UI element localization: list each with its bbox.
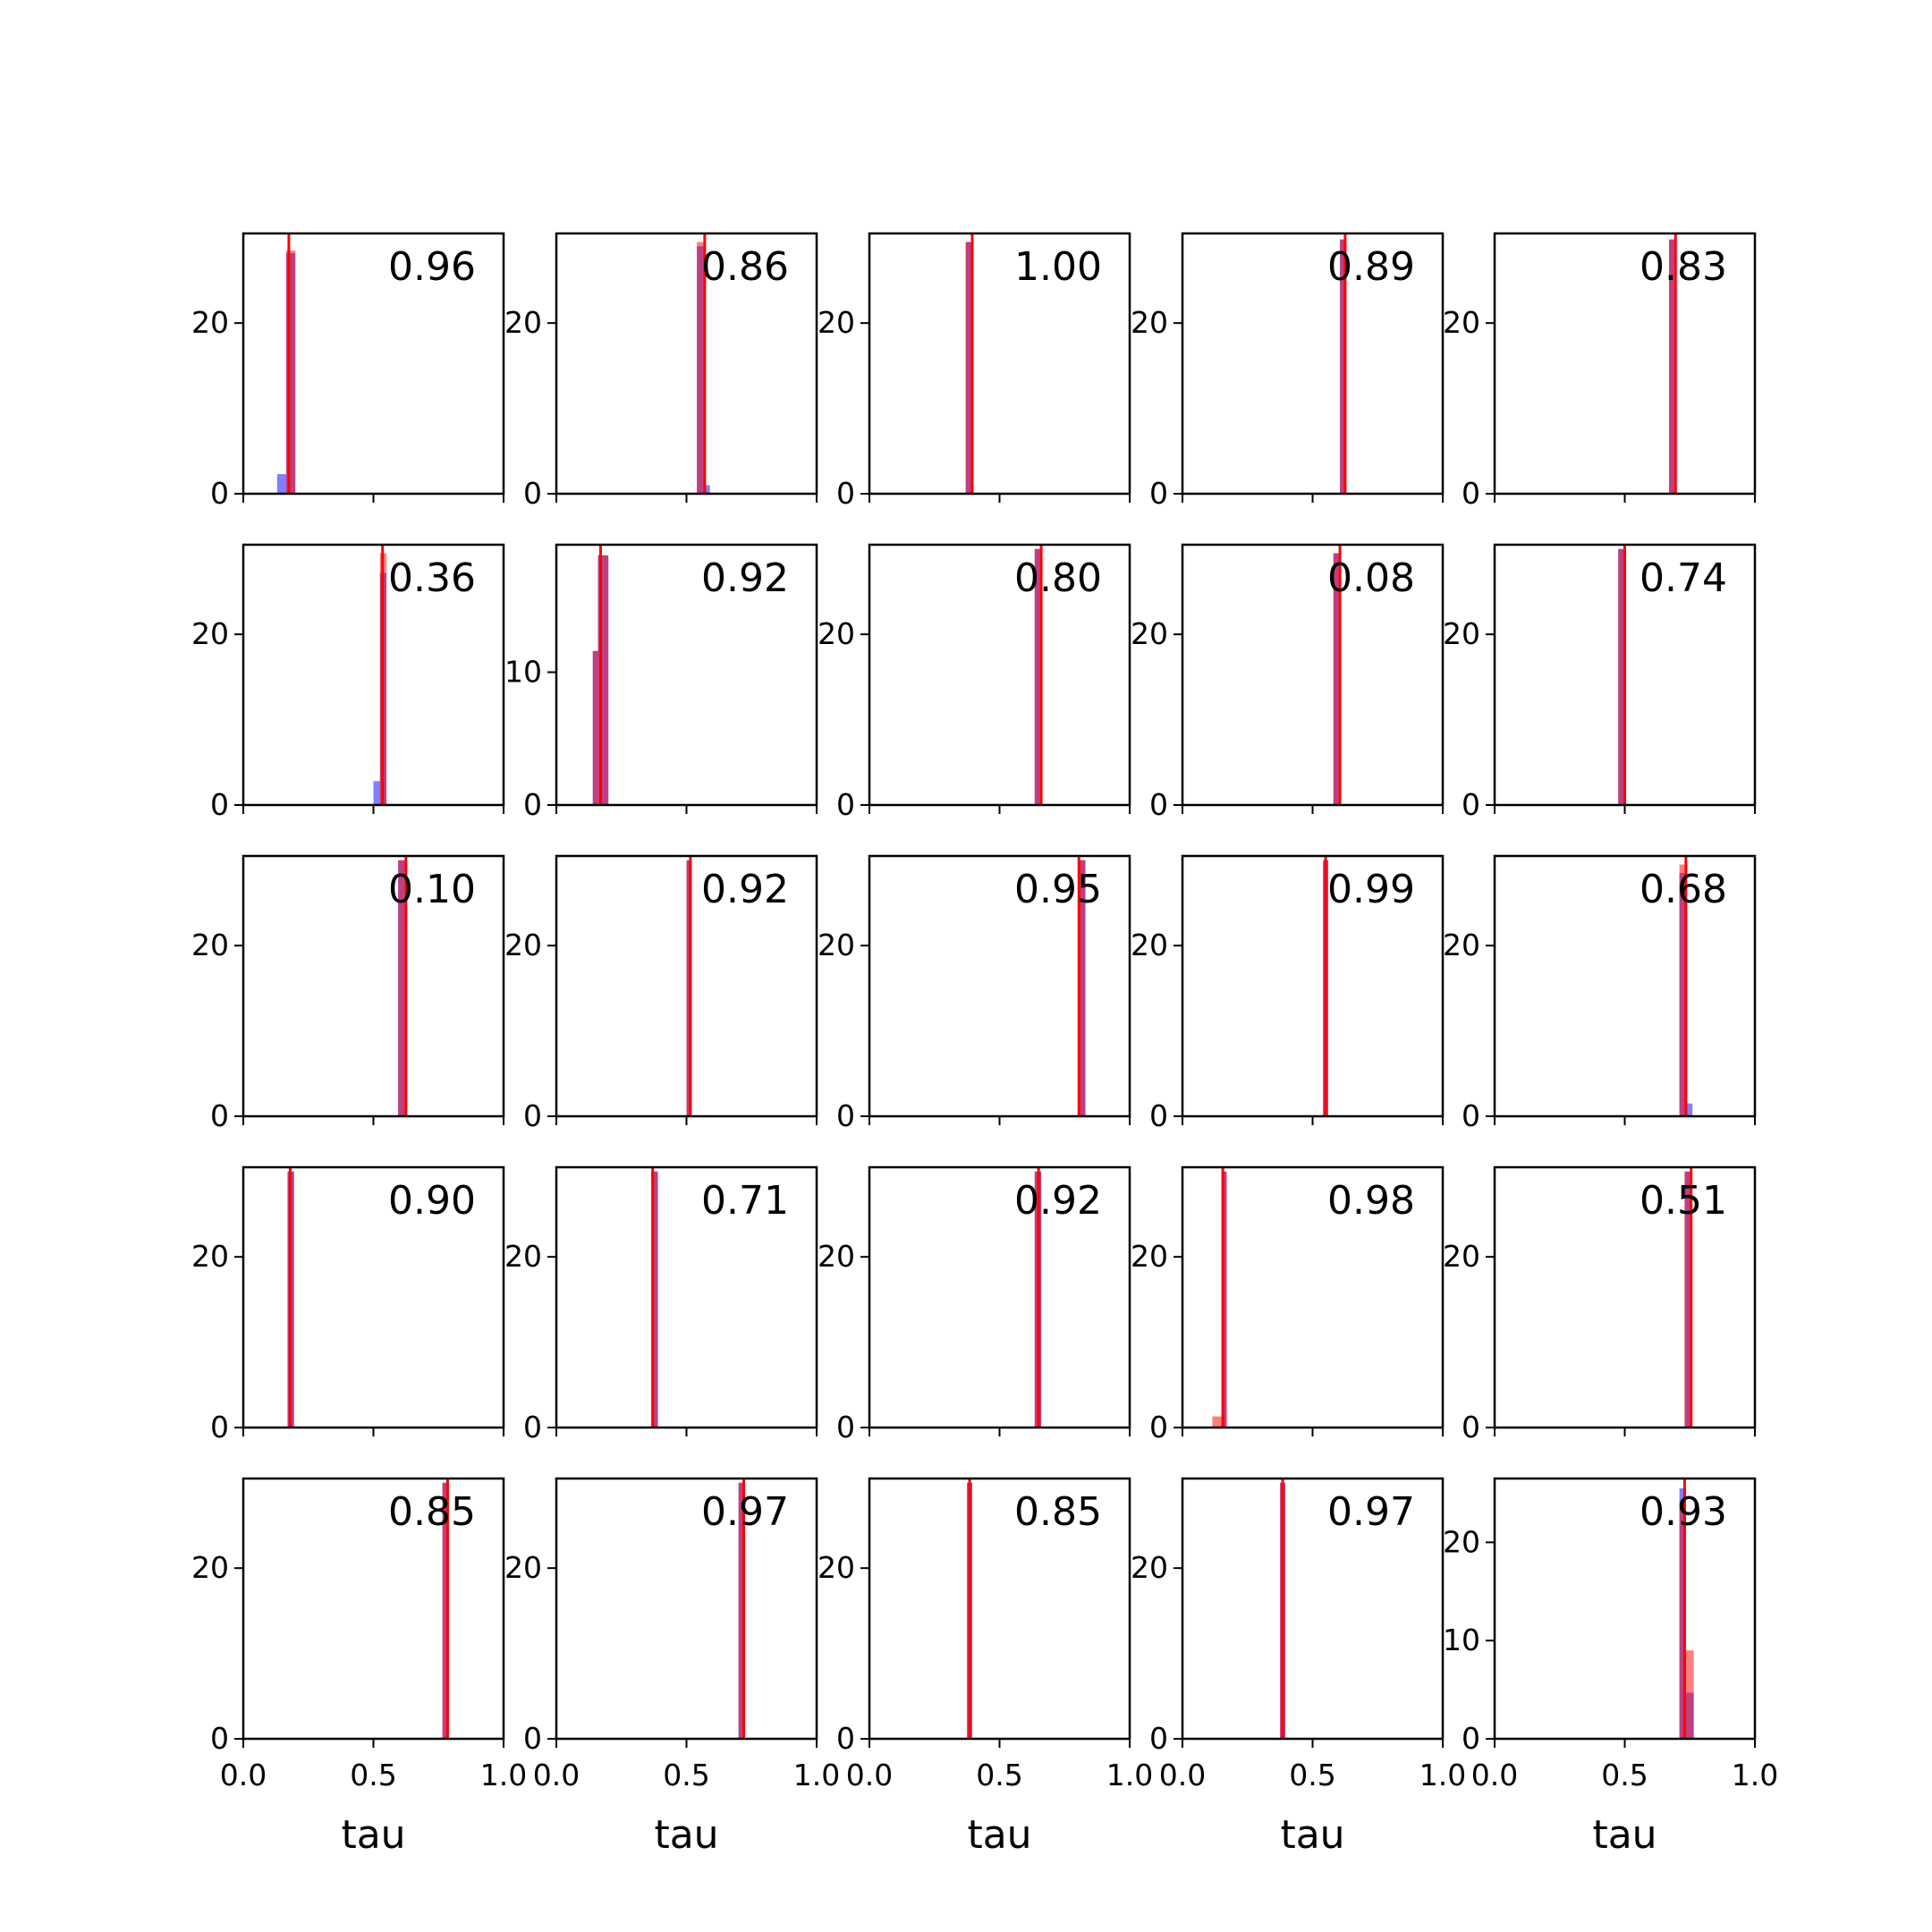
panel-5-3 [818, 1479, 1153, 1858]
panel-2-1 [191, 545, 504, 822]
x-axis-label: tau [1280, 1812, 1345, 1858]
panel-3-3 [818, 856, 1130, 1133]
panel-4-4 [1131, 1167, 1443, 1445]
y-tick-label: 0 [210, 1410, 229, 1445]
y-tick-label: 20 [1443, 1524, 1480, 1560]
panel-annotation: 0.95 [1014, 867, 1102, 912]
panel-annotation: 0.68 [1640, 867, 1727, 912]
x-tick-label: 0.5 [350, 1758, 397, 1792]
blue-bar [374, 781, 380, 805]
y-tick-label: 0 [836, 476, 855, 511]
panel-4-3 [818, 1167, 1130, 1445]
y-tick-label: 0 [210, 1098, 229, 1133]
y-tick-label: 20 [191, 616, 229, 652]
panel-1-5 [1443, 233, 1755, 511]
y-tick-label: 20 [504, 1550, 542, 1586]
panel-2-4 [1131, 545, 1443, 822]
red-bar [1212, 1417, 1221, 1428]
panel-3-2 [504, 856, 817, 1133]
panel-2-5 [1443, 545, 1755, 822]
panel-annotation: 0.08 [1327, 555, 1415, 601]
panel-3-5 [1443, 856, 1755, 1133]
y-tick-label: 0 [836, 1410, 855, 1445]
y-tick-label: 0 [523, 787, 542, 822]
panel-annotation: 0.86 [701, 244, 789, 290]
panel-2-2 [504, 545, 817, 822]
panel-4-2 [504, 1167, 817, 1445]
panel-3-1 [191, 856, 504, 1133]
y-tick-label: 0 [1462, 476, 1480, 511]
y-tick-label: 0 [1462, 787, 1480, 822]
x-tick-label: 0.5 [1289, 1758, 1336, 1792]
panel-annotation: 0.92 [701, 867, 789, 912]
y-tick-label: 0 [1462, 1721, 1480, 1756]
x-tick-label: 1.0 [1731, 1758, 1779, 1792]
red-bar [1686, 1650, 1694, 1739]
panel-5-4 [1131, 1479, 1466, 1858]
y-tick-label: 0 [1149, 787, 1168, 822]
panel-annotation: 0.74 [1640, 555, 1727, 601]
x-tick-label: 0.0 [1158, 1758, 1207, 1792]
panel-5-5 [1443, 1479, 1778, 1858]
y-tick-label: 0 [523, 1410, 542, 1445]
y-tick-label: 20 [191, 1550, 229, 1586]
x-tick-label: 0.0 [219, 1758, 267, 1792]
panel-1-2 [504, 233, 817, 511]
y-tick-label: 0 [836, 1098, 855, 1133]
y-tick-label: 20 [818, 305, 855, 341]
y-tick-label: 0 [523, 1721, 542, 1756]
x-axis-label: tau [1592, 1812, 1657, 1858]
panel-annotation: 0.80 [1014, 555, 1102, 601]
panel-annotation: 0.89 [1327, 244, 1415, 290]
y-tick-label: 0 [523, 1098, 542, 1133]
panel-annotation: 0.98 [1327, 1178, 1415, 1224]
panel-annotation: 0.36 [388, 555, 476, 601]
panel-5-2 [504, 1479, 840, 1858]
panel-2-3 [818, 545, 1130, 822]
panel-4-1 [191, 1167, 504, 1445]
y-tick-label: 20 [1443, 305, 1480, 341]
x-axis-label: tau [967, 1812, 1032, 1858]
y-tick-label: 20 [1131, 305, 1168, 341]
y-tick-label: 20 [1131, 1550, 1168, 1586]
y-tick-label: 20 [1443, 616, 1480, 652]
panel-3-4 [1131, 856, 1443, 1133]
panel-4-5 [1443, 1167, 1755, 1445]
panel-annotation: 0.10 [388, 867, 476, 912]
y-tick-label: 0 [210, 787, 229, 822]
y-tick-label: 10 [504, 654, 542, 690]
y-tick-label: 0 [836, 1721, 855, 1756]
y-tick-label: 0 [523, 476, 542, 511]
y-tick-label: 20 [818, 1550, 855, 1586]
panel-annotation: 0.97 [701, 1489, 789, 1535]
panel-annotation: 0.90 [388, 1178, 476, 1224]
y-tick-label: 20 [818, 1239, 855, 1275]
y-tick-label: 20 [191, 305, 229, 341]
y-tick-label: 20 [1443, 928, 1480, 963]
x-tick-label: 1.0 [1419, 1758, 1467, 1792]
y-tick-label: 20 [191, 928, 229, 963]
x-tick-label: 0.0 [532, 1758, 580, 1792]
red-bar [603, 555, 608, 805]
x-tick-label: 0.0 [845, 1758, 894, 1792]
y-tick-label: 10 [1443, 1623, 1480, 1658]
panel-annotation: 0.51 [1640, 1178, 1727, 1224]
y-tick-label: 20 [818, 928, 855, 963]
panel-annotation: 0.99 [1327, 867, 1415, 912]
y-tick-label: 20 [504, 928, 542, 963]
y-tick-label: 0 [210, 1721, 229, 1756]
x-tick-label: 0.5 [1601, 1758, 1648, 1792]
y-tick-label: 20 [1131, 928, 1168, 963]
y-tick-label: 0 [1149, 1721, 1168, 1756]
y-tick-label: 0 [1149, 1410, 1168, 1445]
x-tick-label: 1.0 [479, 1758, 528, 1792]
y-tick-label: 0 [1462, 1098, 1480, 1133]
y-tick-label: 0 [210, 476, 229, 511]
panel-annotation: 0.92 [701, 555, 789, 601]
y-tick-label: 20 [1443, 1239, 1480, 1275]
y-tick-label: 0 [1149, 1098, 1168, 1133]
y-tick-label: 20 [1131, 616, 1168, 652]
y-tick-label: 0 [836, 787, 855, 822]
y-tick-label: 20 [1131, 1239, 1168, 1275]
x-tick-label: 0.5 [663, 1758, 710, 1792]
x-tick-label: 1.0 [792, 1758, 841, 1792]
x-tick-label: 0.0 [1470, 1758, 1519, 1792]
y-tick-label: 0 [1149, 476, 1168, 511]
panel-annotation: 0.93 [1640, 1489, 1727, 1535]
x-axis-label: tau [341, 1812, 406, 1858]
panel-annotation: 0.97 [1327, 1489, 1415, 1535]
panel-1-1 [191, 233, 504, 511]
x-tick-label: 0.5 [976, 1758, 1023, 1792]
y-tick-label: 20 [504, 1239, 542, 1275]
panel-annotation: 0.92 [1014, 1178, 1102, 1224]
panel-annotation: 0.85 [1014, 1489, 1102, 1535]
red-bar [593, 651, 598, 805]
panel-5-1 [191, 1479, 527, 1858]
panel-annotation: 0.96 [388, 244, 476, 290]
x-tick-label: 1.0 [1106, 1758, 1154, 1792]
y-tick-label: 0 [1462, 1410, 1480, 1445]
x-axis-label: tau [654, 1812, 719, 1858]
panel-annotation: 1.00 [1014, 244, 1102, 290]
panel-1-3 [818, 233, 1130, 511]
panel-annotation: 0.85 [388, 1489, 476, 1535]
y-tick-label: 20 [504, 305, 542, 341]
panel-annotation: 0.83 [1640, 244, 1727, 290]
y-tick-label: 20 [818, 616, 855, 652]
blue-bar [277, 474, 286, 494]
panel-annotation: 0.71 [701, 1178, 789, 1224]
panel-1-4 [1131, 233, 1443, 511]
red-bar [966, 242, 971, 494]
y-tick-label: 20 [191, 1239, 229, 1275]
